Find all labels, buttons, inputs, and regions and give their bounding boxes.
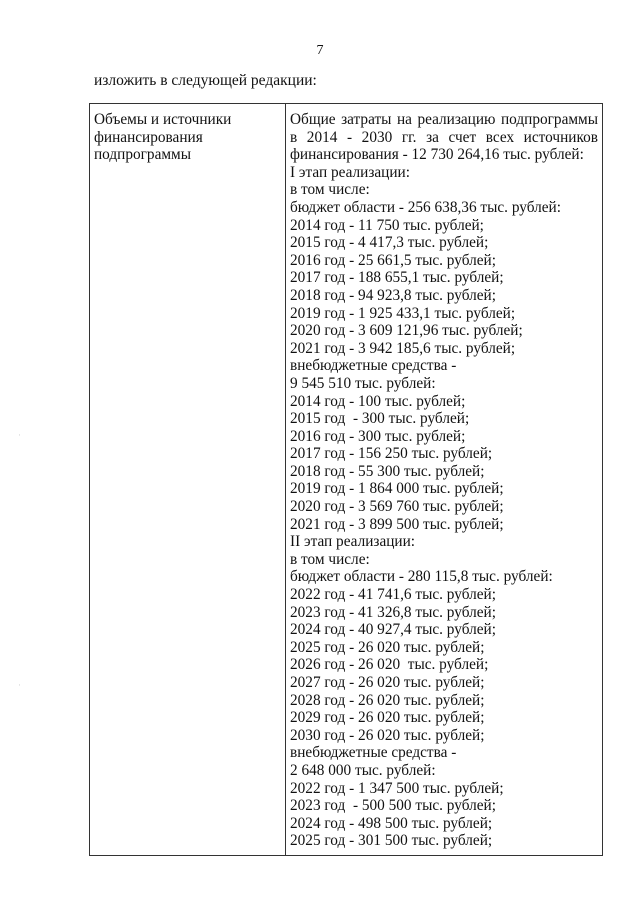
value-line: внебюджетные средства - bbox=[290, 357, 457, 375]
value-line: 2026 год - 26 020 тыс. рублей; bbox=[290, 656, 489, 674]
value-line: 2029 год - 26 020 тыс. рублей; bbox=[290, 709, 485, 727]
value-line: 9 545 510 тыс. рублей: bbox=[290, 374, 436, 392]
value-line: 2024 год - 40 927,4 тыс. рублей; bbox=[290, 621, 496, 639]
label-cell bbox=[90, 104, 286, 856]
value-line: 2018 год - 55 300 тыс. рублей; bbox=[290, 462, 485, 480]
value-cell bbox=[286, 104, 603, 856]
value-line: бюджет области - 280 115,8 тыс. рублей: bbox=[290, 568, 553, 586]
value-line: 2025 год - 301 500 тыс. рублей; bbox=[290, 832, 493, 850]
value-line: 2030 год - 26 020 тыс. рублей; bbox=[290, 726, 485, 744]
intro-text: изложить в следующей редакции: bbox=[94, 72, 317, 89]
value-line: 2028 год - 26 020 тыс. рублей; bbox=[290, 691, 485, 709]
program-passport-table bbox=[89, 103, 603, 856]
page-number: 7 bbox=[316, 43, 324, 58]
value-line: 2016 год - 25 661,5 тыс. рублей; bbox=[290, 251, 496, 269]
label-line: финансирования bbox=[94, 128, 203, 146]
value-line: 2027 год - 26 020 тыс. рублей; bbox=[290, 674, 485, 691]
value-line: 2015 год - 300 тыс. рублей; bbox=[290, 410, 470, 428]
value-line: финансирования - 12 730 264,16 тыс. рублей: bbox=[290, 146, 584, 164]
value-line: 2019 год - 1 864 000 тыс. рублей; bbox=[290, 480, 504, 498]
label-line: подпрограммы bbox=[94, 146, 192, 164]
value-line: 2020 год - 3 609 121,96 тыс. рублей; bbox=[290, 322, 523, 340]
value-line: 2017 год - 188 655,1 тыс. рублей; bbox=[290, 269, 504, 287]
value-line: 2014 год - 11 750 тыс. рублей; bbox=[290, 216, 484, 234]
scan-mark: · bbox=[18, 680, 21, 690]
value-line: 2023 год - 41 326,8 тыс. рублей; bbox=[290, 603, 496, 621]
value-header-line: в 2014 - 2030 гг. за счет всех источников bbox=[290, 128, 598, 146]
value-line: внебюджетные средства - bbox=[290, 744, 457, 762]
value-line: бюджет области - 256 638,36 тыс. рублей: bbox=[290, 198, 561, 216]
value-line: 2018 год - 94 923,8 тыс. рублей; bbox=[290, 286, 496, 304]
value-line: I этап реализации: bbox=[290, 163, 410, 181]
label-line: Объемы и источники bbox=[94, 111, 232, 128]
value-line: в том числе: bbox=[290, 181, 370, 199]
value-line: 2022 год - 1 347 500 тыс. рублей; bbox=[290, 779, 504, 797]
value-line: 2021 год - 3 942 185,6 тыс. рублей; bbox=[290, 339, 516, 357]
value-line: II этап реализации: bbox=[290, 533, 416, 551]
value-line: 2014 год - 100 тыс. рублей; bbox=[290, 392, 466, 410]
value-line: 2021 год - 3 899 500 тыс. рублей; bbox=[290, 515, 504, 533]
value-line: 2024 год - 498 500 тыс. рублей; bbox=[290, 814, 493, 832]
value-header-line: Общие затраты на реализацию подпрограммы bbox=[290, 111, 598, 128]
value-line: 2017 год - 156 250 тыс. рублей; bbox=[290, 445, 493, 463]
value-line: 2019 год - 1 925 433,1 тыс. рублей; bbox=[290, 304, 516, 322]
value-line: 2016 год - 300 тыс. рублей; bbox=[290, 427, 466, 445]
value-line: 2015 год - 4 417,3 тыс. рублей; bbox=[290, 234, 489, 252]
value-line: 2025 год - 26 020 тыс. рублей; bbox=[290, 638, 485, 656]
value-line: 2022 год - 41 741,6 тыс. рублей; bbox=[290, 586, 496, 604]
value-line: 2020 год - 3 569 760 тыс. рублей; bbox=[290, 498, 504, 516]
value-line: 2 648 000 тыс. рублей: bbox=[290, 761, 436, 779]
scan-mark: · bbox=[18, 430, 21, 440]
value-line: 2023 год - 500 500 тыс. рублей; bbox=[290, 797, 496, 815]
value-lines bbox=[290, 146, 598, 850]
value-line: в том числе: bbox=[290, 550, 370, 568]
table-row bbox=[90, 104, 603, 856]
